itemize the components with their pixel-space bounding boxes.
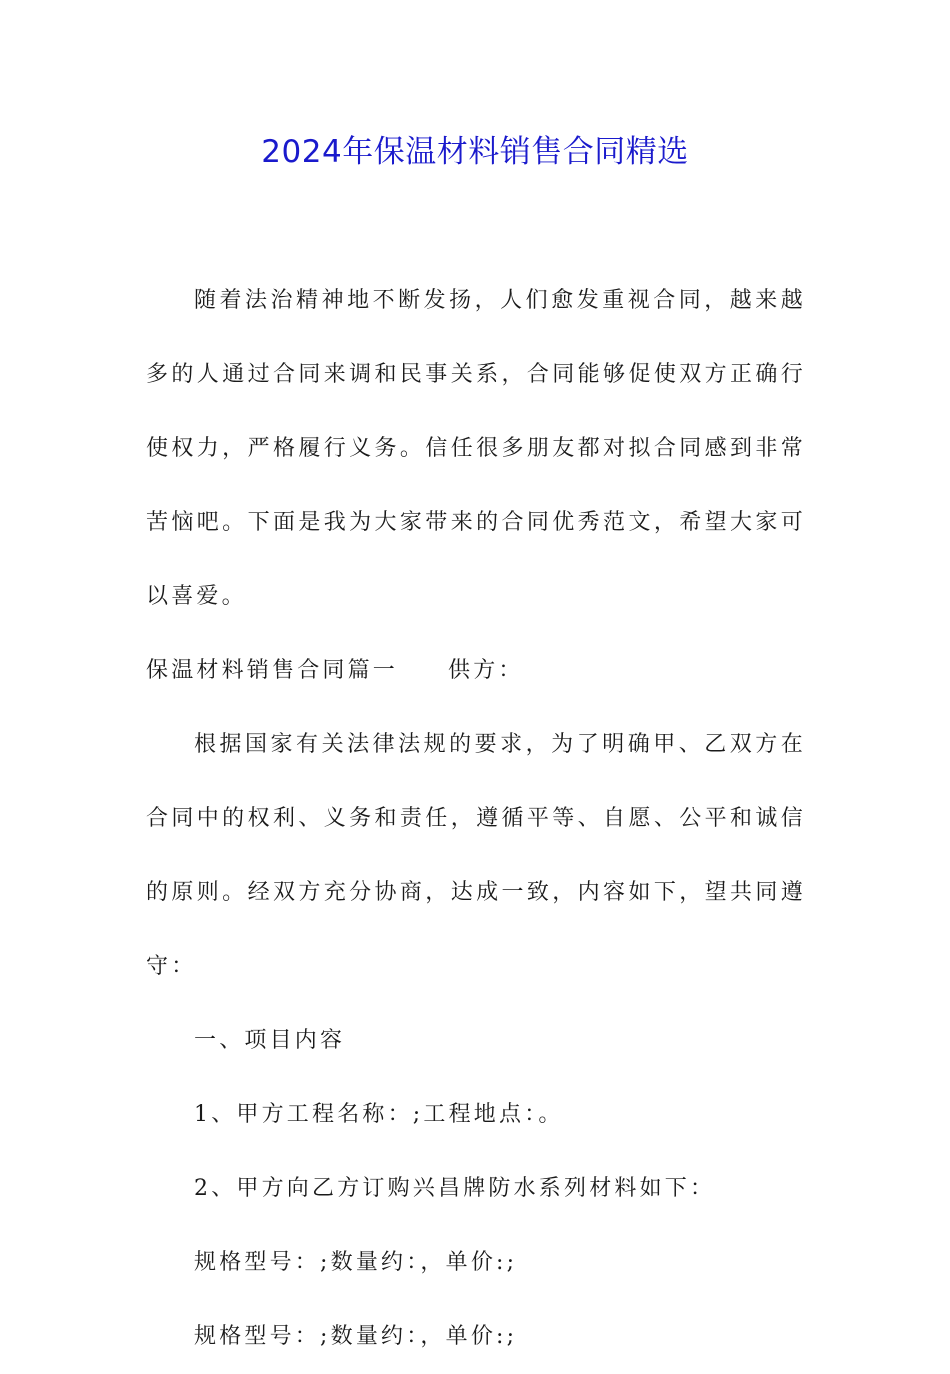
document-title: 2024年保温材料销售合同精选: [261, 134, 689, 170]
spec-row: 规格型号：;数量约：，单价:;: [194, 1324, 518, 1349]
document-body: [146, 264, 806, 1374]
clause-2: 2、甲方向乙方订购兴昌牌防水系列材料如下：: [194, 1176, 716, 1201]
section-heading-line: [146, 634, 806, 708]
section-heading: 保温材料销售合同篇一: [146, 658, 399, 683]
intro-paragraph: 随着法治精神地不断发扬，人们愈发重视合同，越来越多的人通过合同来调和民事关系，合同能够促使双方正确行使权力，严格履行义务。信任很多朋友都对拟合同感到非常苦恼吧。下面是我为大家带来的合同优秀范文，希望大家可以喜爱。: [146, 288, 806, 609]
spec-row: 规格型号：;数量约：，单价:;: [194, 1250, 518, 1275]
clause-1: 1、甲方工程名称：;工程地点：。: [194, 1102, 564, 1127]
item-heading: 一、项目内容: [194, 1028, 346, 1053]
preamble-paragraph: 根据国家有关法律法规的要求，为了明确甲、乙双方在合同中的权利、义务和责任，遵循平等、自愿、公平和诚信的原则。经双方充分协商，达成一致，内容如下，望共同遵守：: [146, 732, 806, 979]
supplier-label: 供方：: [448, 658, 524, 683]
